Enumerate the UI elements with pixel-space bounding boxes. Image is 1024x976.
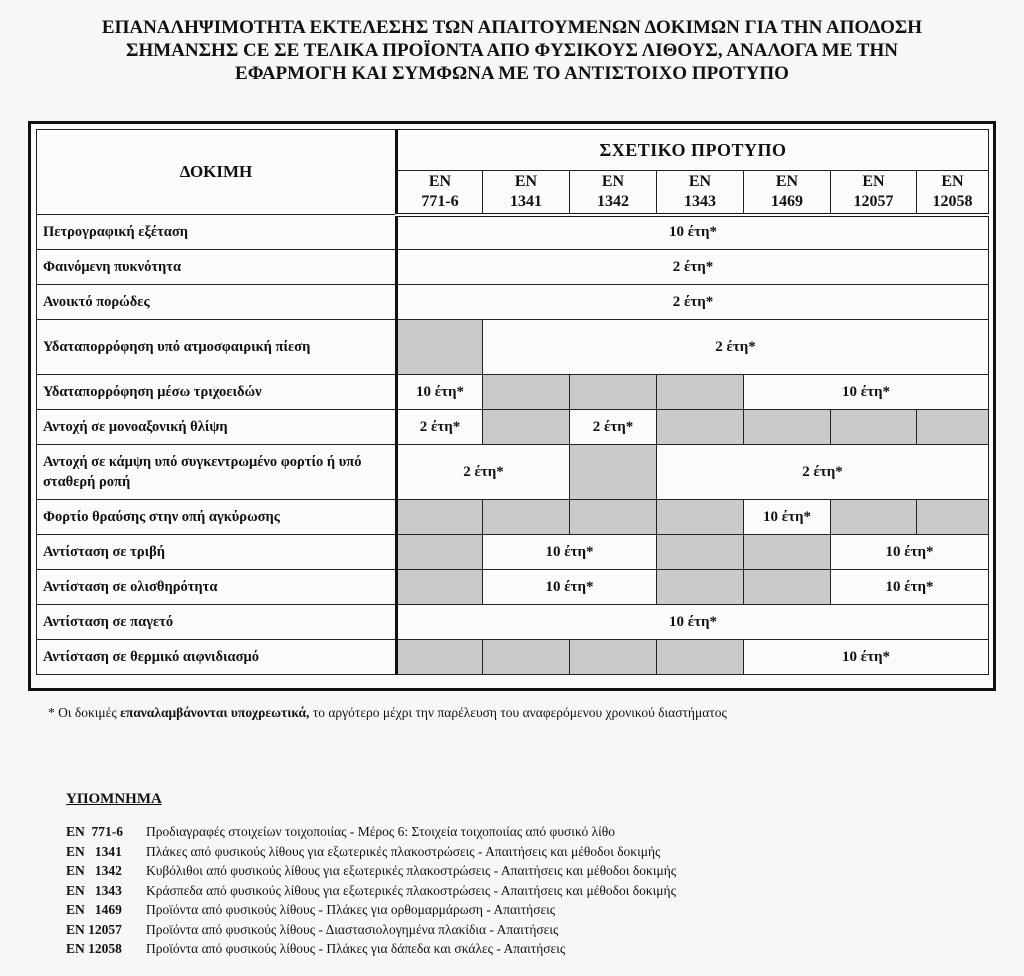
not-applicable-cell bbox=[744, 410, 831, 445]
frequency-cell: 10 έτη* bbox=[831, 535, 989, 570]
not-applicable-cell bbox=[397, 320, 483, 375]
standard-column-header bbox=[397, 171, 483, 215]
legend-code: EN 771-6 bbox=[66, 824, 123, 839]
not-applicable-cell bbox=[831, 500, 917, 535]
test-name-cell: Αντοχή σε κάμψη υπό συγκεντρωμένο φορτίο ή υπό σταθερή ροπή bbox=[37, 445, 397, 500]
test-name-cell: Ανοικτό πορώδες bbox=[37, 285, 397, 320]
test-name-cell: Αντίσταση σε ολισθηρότητα bbox=[37, 570, 397, 605]
not-applicable-cell bbox=[831, 410, 917, 445]
test-frequency-table bbox=[36, 129, 989, 675]
legend-text: Κυβόλιθοι από φυσικούς λίθους για εξωτερικές πλακοστρώσεις - Απαιτήσεις και μέθοδοι δοκιμής bbox=[146, 863, 677, 878]
test-name-cell: Αντοχή σε μονοαξονική θλίψη bbox=[37, 410, 397, 445]
test-name-cell: Αντίσταση σε θερμικό αιφνιδιασμό bbox=[37, 640, 397, 675]
standard-number: 1343 bbox=[684, 192, 716, 210]
standard-column-header bbox=[483, 171, 570, 215]
test-name-cell: Υδαταπορρόφηση υπό ατμοσφαιρική πίεση bbox=[37, 320, 397, 375]
document-title bbox=[20, 16, 1004, 85]
legend-item bbox=[66, 861, 676, 881]
test-name-cell: Πετρογραφική εξέταση bbox=[37, 215, 397, 250]
test-name-cell: Αντίσταση σε τριβή bbox=[37, 535, 397, 570]
frequency-cell: 10 έτη* bbox=[397, 375, 483, 410]
not-applicable-cell bbox=[397, 640, 483, 675]
table-row bbox=[37, 250, 989, 285]
legend-item bbox=[66, 920, 676, 940]
legend-list bbox=[66, 822, 676, 959]
not-applicable-cell bbox=[917, 500, 989, 535]
standard-number: 12058 bbox=[932, 192, 973, 210]
not-applicable-cell bbox=[657, 640, 744, 675]
table-row bbox=[37, 285, 989, 320]
frequency-cell: 10 έτη* bbox=[831, 570, 989, 605]
footnote-star: * bbox=[48, 705, 55, 720]
standard-column-header bbox=[570, 171, 657, 215]
frequency-cell: 2 έτη* bbox=[483, 320, 989, 375]
test-column-header: ΔΟΚΙΜΗ bbox=[37, 130, 397, 215]
frequency-cell: 2 έτη* bbox=[397, 410, 483, 445]
frequency-cell: 10 έτη* bbox=[483, 570, 657, 605]
frequency-cell: 10 έτη* bbox=[744, 375, 989, 410]
legend-item bbox=[66, 900, 676, 920]
standard-number: 12057 bbox=[853, 192, 894, 210]
test-name-cell: Υδαταπορρόφηση μέσω τριχοειδών bbox=[37, 375, 397, 410]
table-row bbox=[37, 320, 989, 375]
legend-code: EN 1342 bbox=[66, 863, 122, 878]
table-row bbox=[37, 215, 989, 250]
standard-prefix: EN bbox=[688, 172, 712, 190]
table-row bbox=[37, 570, 989, 605]
legend-code: EN 1343 bbox=[66, 882, 122, 898]
table-row bbox=[37, 375, 989, 410]
legend-code: EN 12058 bbox=[66, 941, 122, 956]
not-applicable-cell bbox=[570, 500, 657, 535]
legend-text: Κράσπεδα από φυσικούς λίθους για εξωτερικές πλακοστρώσεις - Απαιτήσεις και μέθοδοι δοκιμής bbox=[146, 882, 676, 898]
legend-code: EN 12057 bbox=[66, 921, 122, 937]
standard-prefix: EN bbox=[428, 172, 452, 190]
legend-title: ΥΠΟΜΝΗΜΑ bbox=[66, 791, 162, 807]
footnote-text: Οι δοκιμές bbox=[54, 705, 121, 720]
table-row bbox=[37, 640, 989, 675]
frequency-cell: 2 έτη* bbox=[397, 445, 570, 500]
test-name-cell: Φορτίο θραύσης στην οπή αγκύρωσης bbox=[37, 500, 397, 535]
test-name-cell: Αντίσταση σε παγετό bbox=[37, 605, 397, 640]
legend-item bbox=[66, 939, 676, 959]
legend-code: EN 1469 bbox=[66, 902, 122, 917]
frequency-cell: 2 έτη* bbox=[397, 285, 989, 320]
frequency-cell: 10 έτη* bbox=[483, 535, 657, 570]
standard-column-header bbox=[831, 171, 917, 215]
standard-number: 1342 bbox=[597, 192, 629, 210]
legend-item bbox=[66, 842, 676, 862]
legend-item bbox=[66, 881, 676, 901]
not-applicable-cell bbox=[657, 570, 744, 605]
frequency-cell: 10 έτη* bbox=[744, 640, 989, 675]
not-applicable-cell bbox=[483, 500, 570, 535]
title-line: ΕΠΑΝΑΛΗΨΙΜΟΤΗΤΑ ΕΚΤΕΛΕΣΗΣ ΤΩΝ ΑΠΑΙΤΟΥΜΕΝΩΝ ΔΟΚΙΜΩΝ ΓΙΑ ΤΗΝ ΑΠΟΔΟΣΗ bbox=[101, 17, 923, 38]
not-applicable-cell bbox=[397, 570, 483, 605]
standard-group-header: ΣΧΕΤΙΚΟ ΠΡΟΤΥΠΟ bbox=[397, 130, 989, 171]
standard-prefix: EN bbox=[862, 172, 885, 190]
frequency-cell: 10 έτη* bbox=[397, 605, 989, 640]
legend-text: Προϊόντα από φυσικούς λίθους - Διαστασιολογημένα πλακίδια - Απαιτήσεις bbox=[146, 921, 559, 937]
standard-column-header bbox=[744, 171, 831, 215]
frequency-cell: 10 έτη* bbox=[397, 215, 989, 250]
not-applicable-cell bbox=[744, 535, 831, 570]
not-applicable-cell bbox=[397, 535, 483, 570]
not-applicable-cell bbox=[483, 410, 570, 445]
not-applicable-cell bbox=[570, 375, 657, 410]
standard-number: 1469 bbox=[771, 192, 803, 210]
not-applicable-cell bbox=[570, 640, 657, 675]
title-line: ΣΗΜΑΝΣΗΣ CE ΣΕ ΤΕΛΙΚΑ ΠΡΟΪΟΝΤΑ ΑΠΟ ΦΥΣΙΚΟΥΣ ΛΙΘΟΥΣ, ΑΝΑΛΟΓΑ ΜΕ ΤΗΝ bbox=[126, 40, 898, 61]
test-name-cell: Φαινόμενη πυκνότητα bbox=[37, 250, 397, 285]
standard-prefix: EN bbox=[941, 172, 964, 190]
standard-prefix: EN bbox=[601, 172, 625, 190]
table-row bbox=[37, 605, 989, 640]
footnote-text-end: το αργότερο μέχρι την παρέλευση του αναφερόμενου χρονικού διαστήματος bbox=[309, 705, 727, 720]
not-applicable-cell bbox=[483, 375, 570, 410]
not-applicable-cell bbox=[657, 500, 744, 535]
legend-item bbox=[66, 822, 676, 842]
standard-column-header bbox=[657, 171, 744, 215]
legend-code: EN 1341 bbox=[66, 843, 122, 859]
table-row bbox=[37, 500, 989, 535]
frequency-cell: 10 έτη* bbox=[744, 500, 831, 535]
standard-number: 1341 bbox=[510, 192, 542, 210]
standard-number: 771-6 bbox=[421, 192, 459, 210]
title-line: ΕΦΑΡΜΟΓΗ ΚΑΙ ΣΥΜΦΩΝΑ ΜΕ ΤΟ ΑΝΤΙΣΤΟΙΧΟ ΠΡΟΤΥΠΟ bbox=[235, 63, 789, 84]
not-applicable-cell bbox=[917, 410, 989, 445]
frequency-cell: 2 έτη* bbox=[397, 250, 989, 285]
standard-column-header bbox=[917, 171, 989, 215]
legend-text: Προϊόντα από φυσικούς λίθους - Πλάκες για ορθομαρμάρωση - Απαιτήσεις bbox=[146, 902, 556, 917]
frequency-cell: 2 έτη* bbox=[657, 445, 989, 500]
legend-text: Πλάκες από φυσικούς λίθους για εξωτερικές πλακοστρώσεις - Απαιτήσεις και μέθοδοι δοκιμής bbox=[146, 843, 661, 859]
footnote-bold-text: επαναλαμβάνονται υποχρεωτικά, bbox=[120, 705, 310, 720]
not-applicable-cell bbox=[657, 375, 744, 410]
not-applicable-cell bbox=[744, 570, 831, 605]
not-applicable-cell bbox=[657, 535, 744, 570]
legend-text: Προδιαγραφές στοιχείων τοιχοποιίας - Μέρος 6: Στοιχεία τοιχοποιίας από φυσικό λίθο bbox=[146, 824, 615, 839]
standard-prefix: EN bbox=[775, 172, 799, 190]
legend-text: Προϊόντα από φυσικούς λίθους - Πλάκες για δάπεδα και σκάλες - Απαιτήσεις bbox=[146, 941, 566, 956]
table-body bbox=[37, 215, 989, 675]
frequency-cell: 2 έτη* bbox=[570, 410, 657, 445]
table-row bbox=[37, 535, 989, 570]
not-applicable-cell bbox=[397, 500, 483, 535]
not-applicable-cell bbox=[657, 410, 744, 445]
footnote bbox=[48, 705, 727, 721]
not-applicable-cell bbox=[483, 640, 570, 675]
standard-prefix: EN bbox=[514, 172, 538, 190]
test-frequency-table-frame bbox=[28, 121, 996, 691]
table-row bbox=[37, 410, 989, 445]
table-row bbox=[37, 445, 989, 500]
not-applicable-cell bbox=[570, 445, 657, 500]
